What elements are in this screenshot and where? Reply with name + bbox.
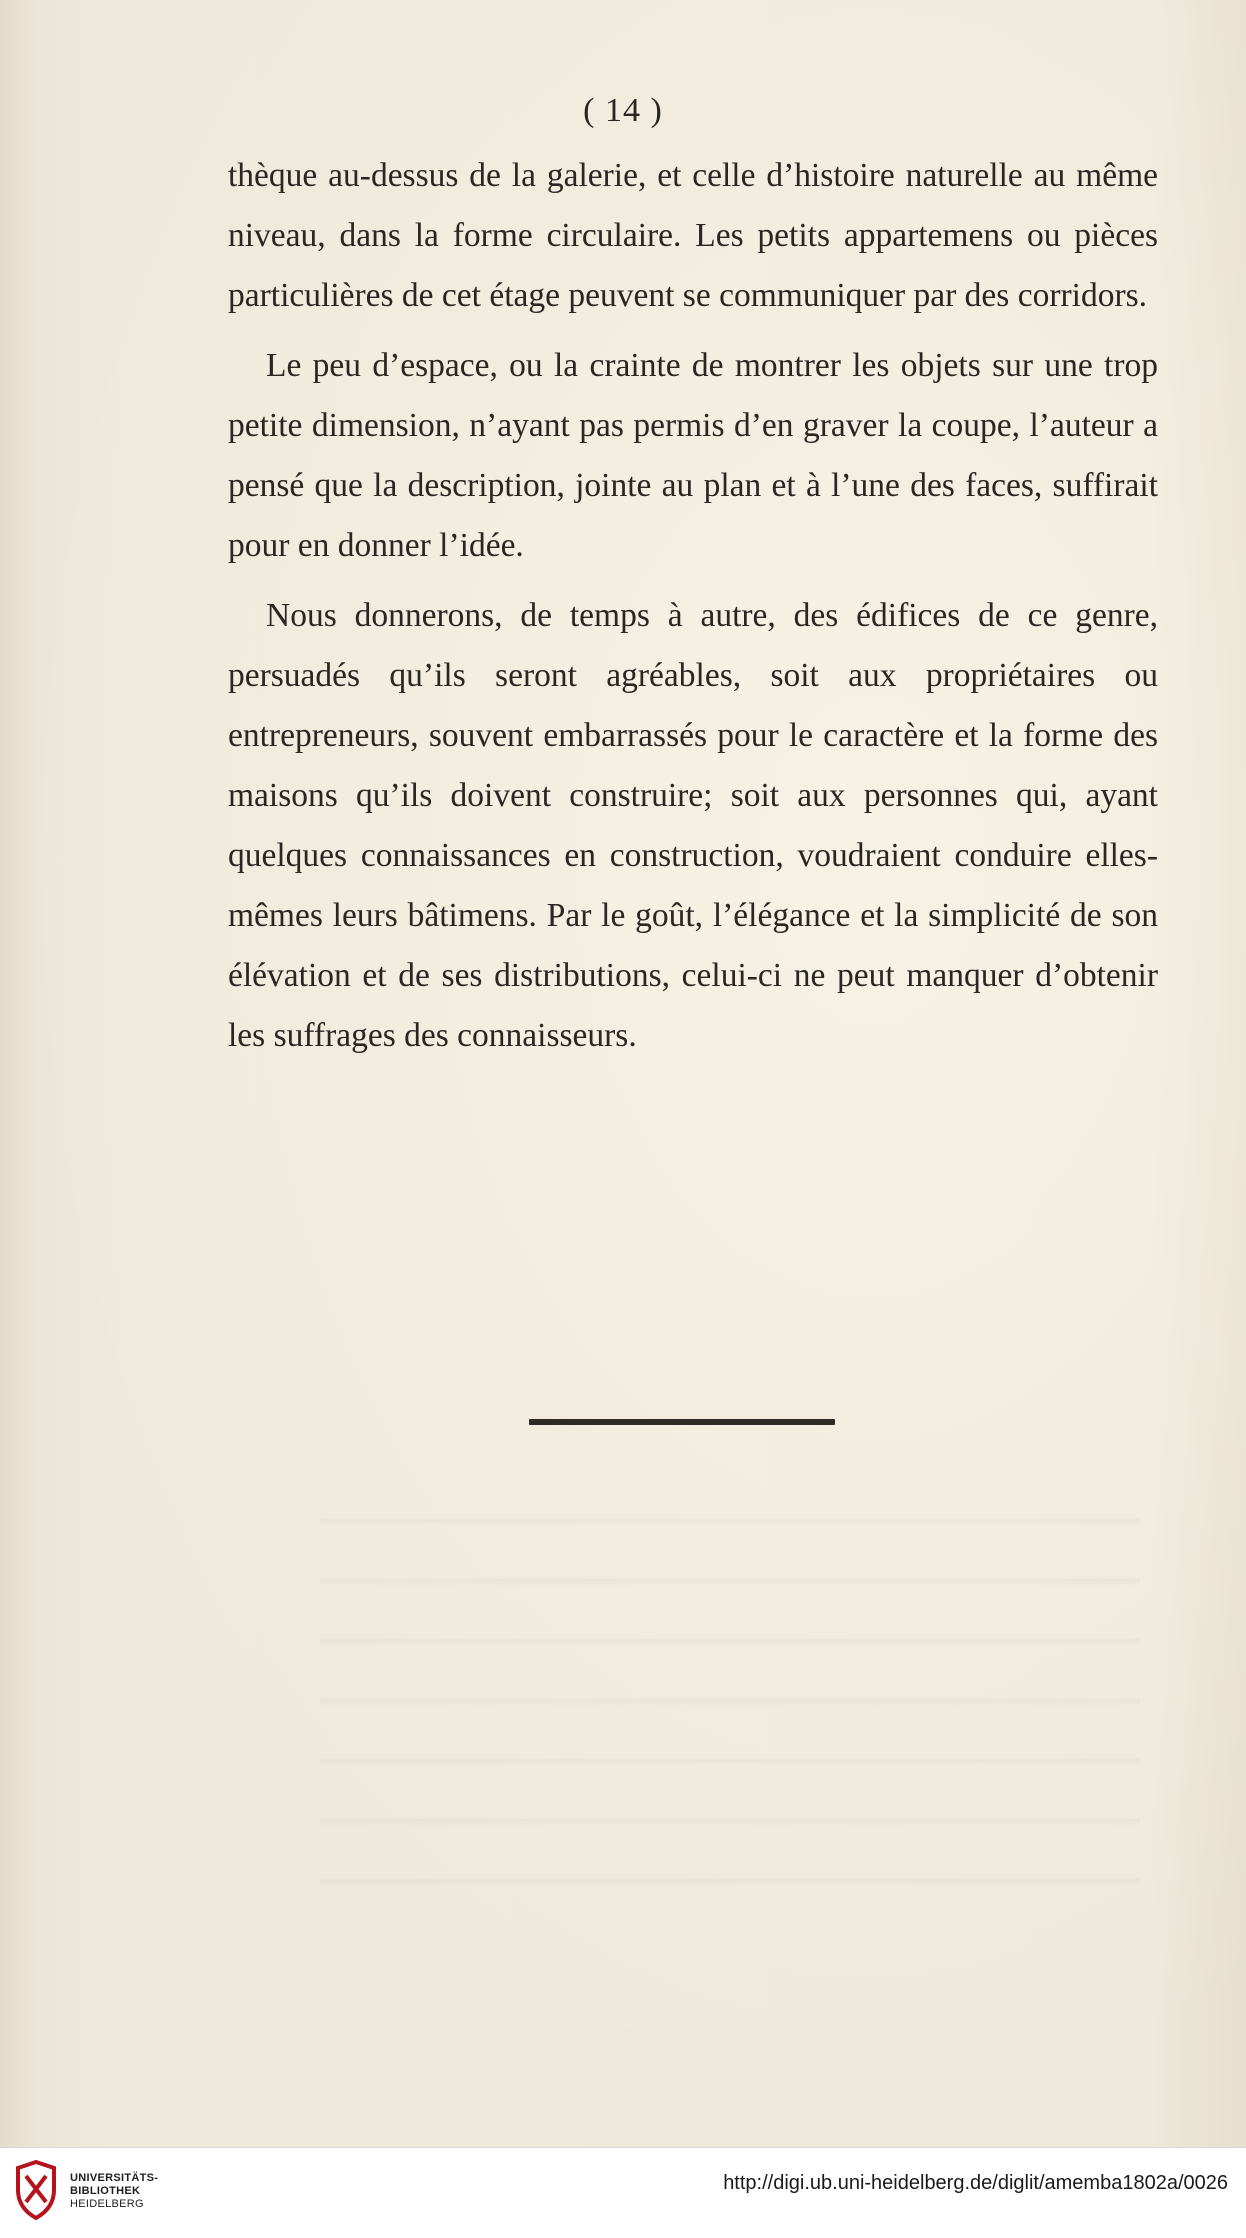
logo-line-3: HEIDELBERG [70,2198,144,2210]
paragraph-2: Le peu d’espace, ou la crainte de montrer les objets sur une trop petite dimension, n’ayant pas permis d’en graver la coupe, l’auteur a pensé que la description, jointe au plan et à l’une des faces, suffirait pour en donner l’idée. [228,347,1158,564]
source-url-link[interactable]: http://digi.ub.uni-heidelberg.de/diglit/amemba1802a/0026 [723,2172,1228,2194]
body-text [228,146,1158,1076]
library-logo-icon [12,2160,62,2222]
paragraph-3: Nous donnerons, de temps à autre, des édifices de ce genre, persuadés qu’ils seront agréables, soit aux propriétaires ou entrepreneurs, souvent embarrassés pour le caractère et la forme des maisons qu’ils doivent construire; soit aux personnes qui, ayant quelques connaissances en construction, voudraient conduire elles-mêmes leurs bâtimens. Par le goût, l’élégance et la simplicité de son élévation et de ses distributions, celui-ci ne peut manquer d’obtenir les suffrages des connaisseurs. [228,597,1158,1054]
logo-line-2: BIBLIOTHEK [70,2185,141,2197]
footer-bar [0,2147,1246,2238]
logo-line-1: UNIVERSITÄTS- [70,2172,159,2184]
section-divider-rule [529,1419,835,1425]
bleed-through-texture [320,1480,1140,1900]
library-logo-text [70,2172,158,2211]
page-number: ( 14 ) [583,92,663,129]
paragraph-1: thèque au-dessus de la galerie, et celle d’histoire naturelle au même niveau, dans la forme circulaire. Les petits appartemens ou pièces particulières de cet étage peuvent se communiquer par des corridors. [228,157,1158,314]
